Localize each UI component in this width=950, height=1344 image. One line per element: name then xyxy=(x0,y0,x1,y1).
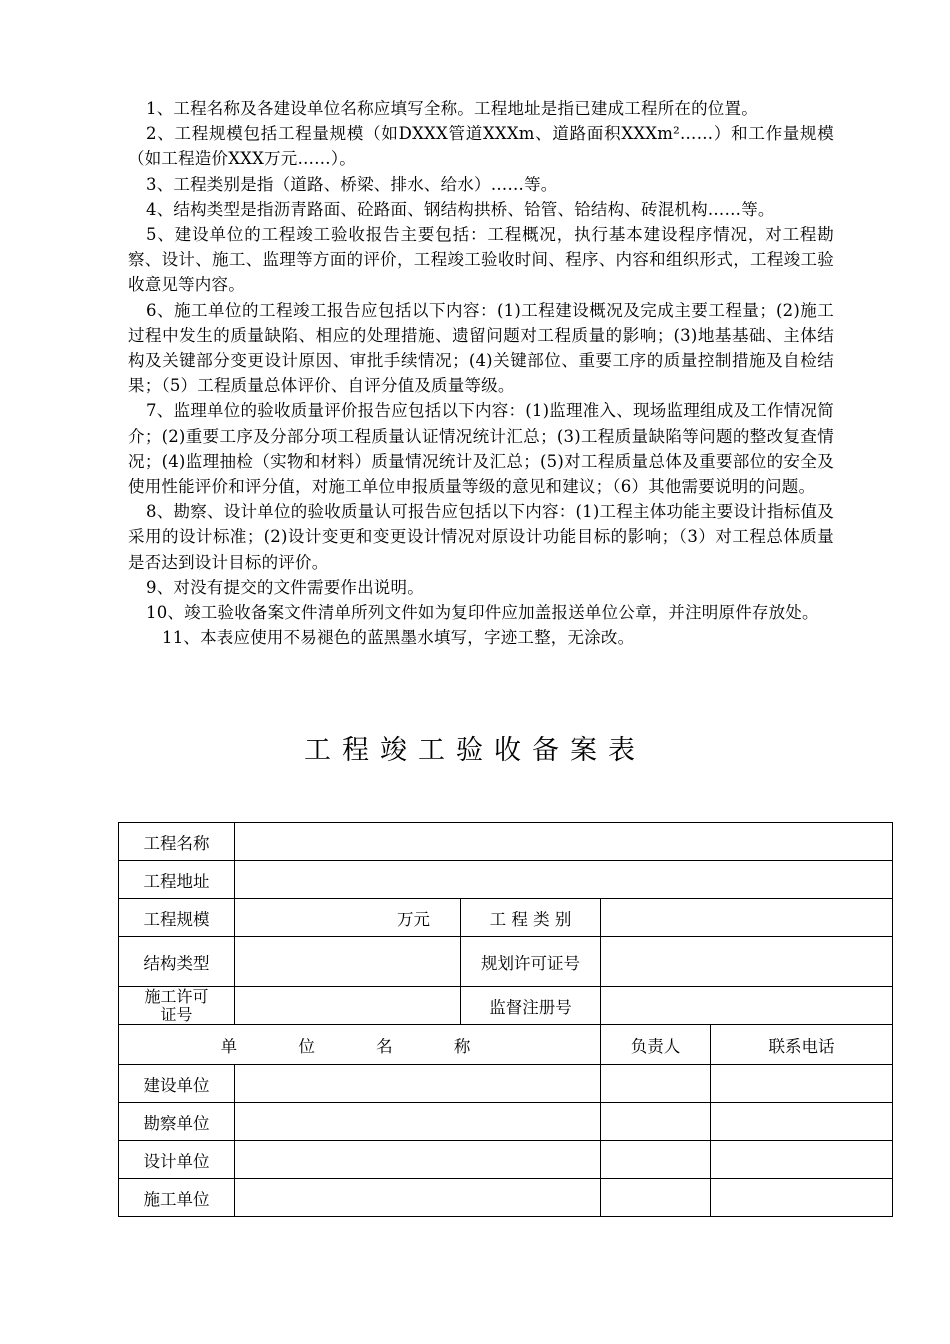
row-unit xyxy=(119,1103,893,1141)
note-10: 10、竣工验收备案文件清单所列文件如为复印件应加盖报送单位公章，并注明原件存放处。 xyxy=(146,603,819,623)
structure-type-label: 结构类型 xyxy=(119,937,235,987)
page-title: 工程竣工验收备案表 xyxy=(304,735,646,766)
note-11: 11、本表应使用不易褪色的蓝黑墨水填写，字迹工整，无涂改。 xyxy=(162,628,635,648)
responsible-field[interactable] xyxy=(601,1141,711,1179)
supervision-reg-label: 监督注册号 xyxy=(461,987,601,1025)
unit-label: 设计单位 xyxy=(119,1141,235,1179)
note-5: 5、建设单位的工程竣工验收报告主要包括：工程概况，执行基本建设程序情况，对工程勘察、设计、施工、监理等方面的评价，工程竣工验收时间、程序、内容和组织形式，工程竣工验收意见等内容。 xyxy=(128,225,834,295)
planning-permit-field[interactable] xyxy=(601,937,893,987)
filing-form xyxy=(118,822,893,1217)
unit-name-field[interactable] xyxy=(235,1065,601,1103)
note-1: 1、工程名称及各建设单位名称应填写全称。工程地址是指已建成工程所在的位置。 xyxy=(146,99,758,118)
row-project-name xyxy=(119,823,893,861)
note-2: 2、工程规模包括工程量规模（如DXXX管道XXXm、道路面积XXXm²……）和工作量规模（如工程造价XXX万元……）。 xyxy=(128,124,834,169)
row-construction-permit xyxy=(119,987,893,1025)
unit-label: 施工单位 xyxy=(119,1179,235,1217)
construction-permit-label xyxy=(119,987,235,1025)
construction-permit-label-line2: 证号 xyxy=(160,1004,193,1024)
supervision-reg-field[interactable] xyxy=(601,987,893,1025)
responsible-field[interactable] xyxy=(601,1065,711,1103)
row-project-address xyxy=(119,861,893,899)
unit-label: 建设单位 xyxy=(119,1065,235,1103)
row-unit-header xyxy=(119,1025,893,1065)
structure-type-field[interactable] xyxy=(235,937,461,987)
unit-name-field[interactable] xyxy=(235,1103,601,1141)
note-4: 4、结构类型是指沥青路面、砼路面、钢结构拱桥、铪管、铪结构、砖混机构……等。 xyxy=(146,199,775,219)
unit-label: 勘察单位 xyxy=(119,1103,235,1141)
phone-field[interactable] xyxy=(711,1103,893,1141)
responsible-field[interactable] xyxy=(601,1179,711,1217)
unit-name-header: 单 位 名 称 xyxy=(119,1025,601,1065)
construction-permit-field[interactable] xyxy=(235,987,461,1025)
responsible-field[interactable] xyxy=(601,1103,711,1141)
project-scale-label: 工程规模 xyxy=(119,899,235,937)
unit-name-field[interactable] xyxy=(235,1141,601,1179)
project-category-label: 工 程 类 别 xyxy=(461,899,601,937)
planning-permit-label: 规划许可证号 xyxy=(461,937,601,987)
phone-field[interactable] xyxy=(711,1141,893,1179)
project-address-field[interactable] xyxy=(235,861,893,899)
responsible-header: 负责人 xyxy=(601,1025,711,1065)
unit-name-field[interactable] xyxy=(235,1179,601,1217)
project-category-field[interactable] xyxy=(601,899,893,937)
row-structure-type xyxy=(119,937,893,987)
note-7: 7、监理单位的验收质量评价报告应包括以下内容：(1)监理准入、现场监理组成及工作情况简介；(2)重要工序及分部分项工程质量认证情况统计汇总；(3)工程质量缺陷等问题的整改复查情况；(4)监理抽检（实物和材料）质量情况统计及汇总；(5)对工程质量总体及重要部位的安全及使用性能评价和评分值，对施工单位申报质量等级的意见和建议；（6）其他需要说明的问题。 xyxy=(128,401,834,497)
phone-header: 联系电话 xyxy=(711,1025,893,1065)
project-name-field[interactable] xyxy=(235,823,893,861)
phone-field[interactable] xyxy=(711,1065,893,1103)
construction-permit-label-line1: 施工许可 xyxy=(144,986,209,1006)
instructions xyxy=(128,96,834,650)
project-name-label: 工程名称 xyxy=(119,823,235,861)
row-project-scale xyxy=(119,899,893,937)
row-unit xyxy=(119,1179,893,1217)
note-6: 6、施工单位的工程竣工报告应包括以下内容：(1)工程建设概况及完成主要工程量；(2)施工过程中发生的质量缺陷、相应的处理措施、遗留问题对工程质量的影响；(3)地基基础、主体结构及关键部分变更设计原因、审批手续情况；(4)关键部位、重要工序的质量控制措施及自检结果；（5）工程质量总体评价、自评分值及质量等级。 xyxy=(128,300,834,396)
project-address-label: 工程地址 xyxy=(119,861,235,899)
row-unit xyxy=(119,1141,893,1179)
note-8: 8、勘察、设计单位的验收质量认可报告应包括以下内容：(1)工程主体功能主要设计指标值及采用的设计标准；(2)设计变更和变更设计情况对原设计功能目标的影响；（3）对工程总体质量是否达到设计目标的评价。 xyxy=(128,502,834,572)
row-unit xyxy=(119,1065,893,1103)
note-3: 3、工程类别是指（道路、桥梁、排水、给水）……等。 xyxy=(146,174,558,194)
note-9: 9、对没有提交的文件需要作出说明。 xyxy=(146,577,424,597)
project-scale-field[interactable]: 万元 xyxy=(235,899,461,937)
phone-field[interactable] xyxy=(711,1179,893,1217)
